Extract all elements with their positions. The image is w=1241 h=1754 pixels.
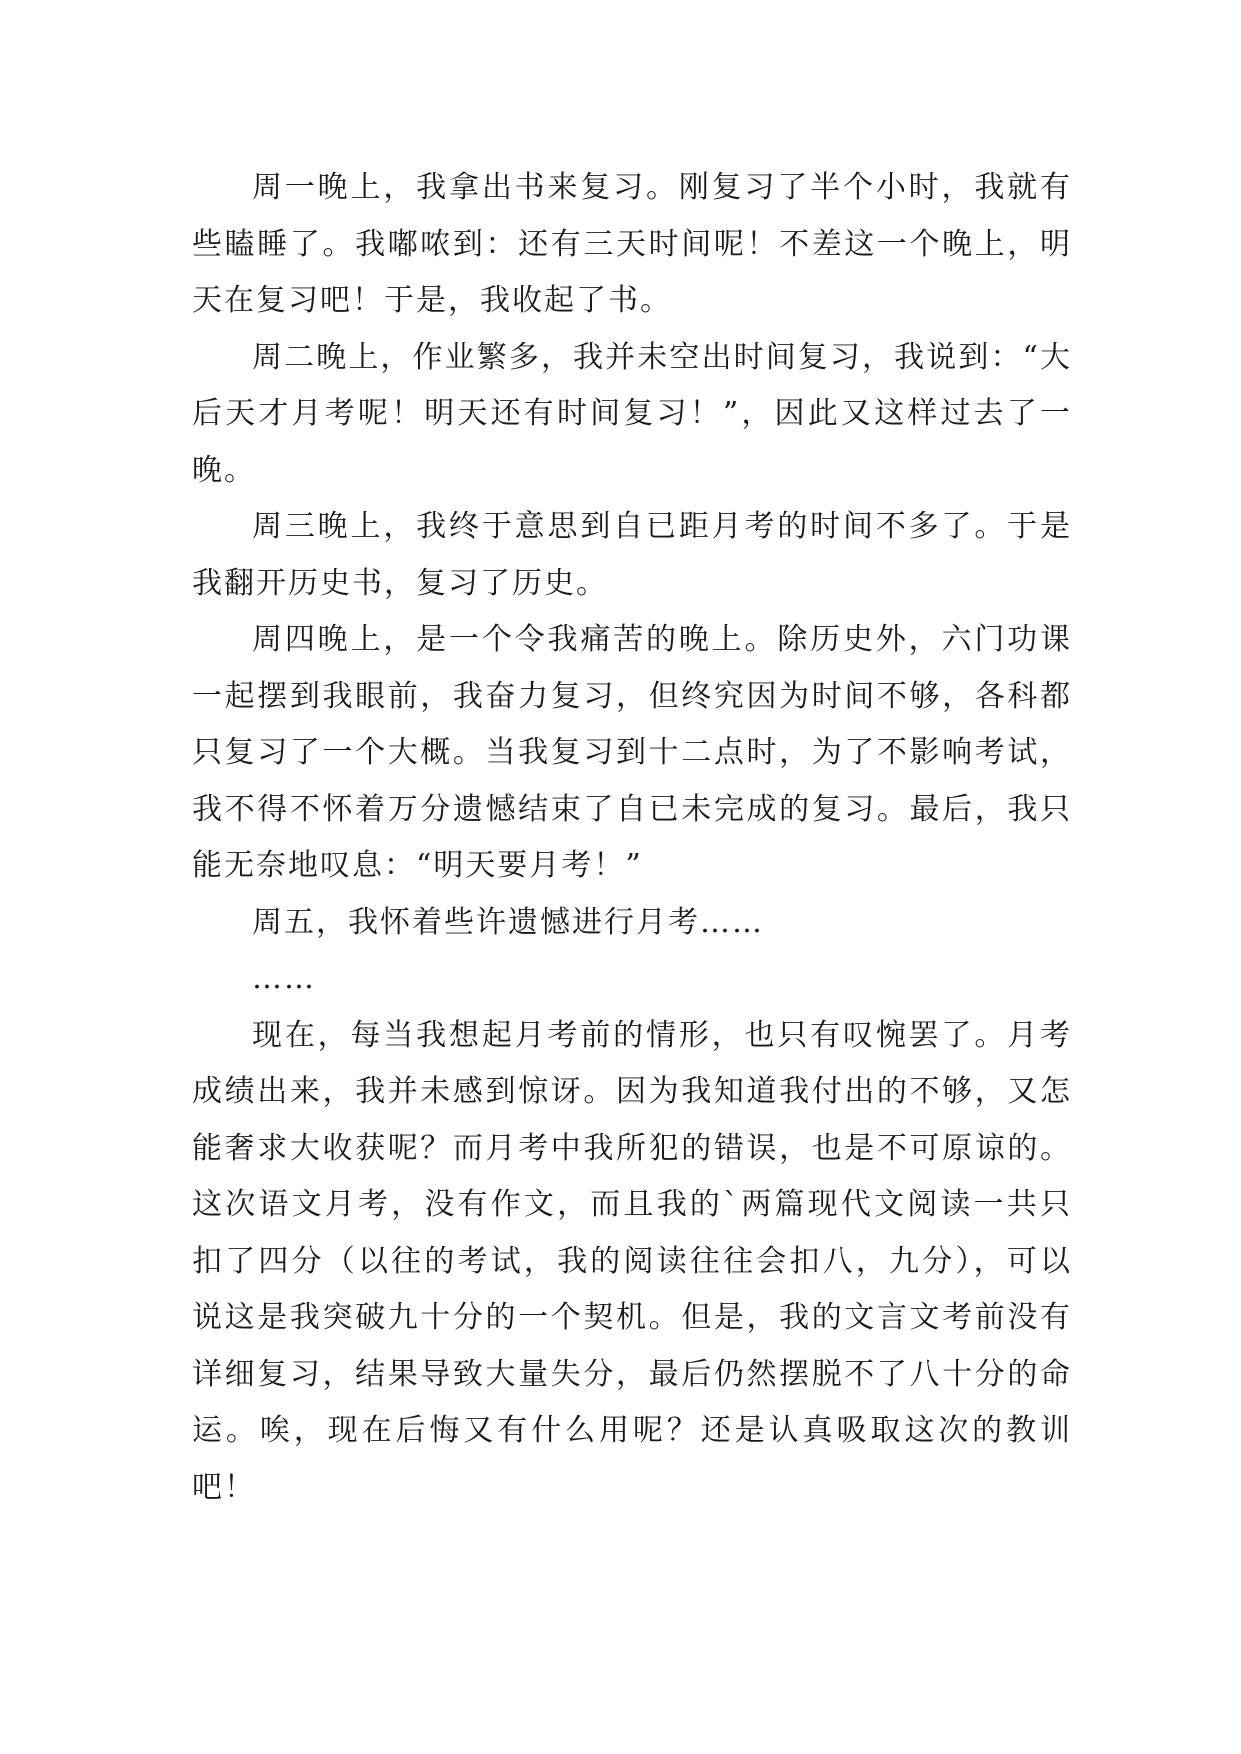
paragraph-ellipsis: …… — [252, 961, 316, 996]
paragraph-monday: 周一晚上，我拿出书来复习。刚复习了半个小时，我就有些瞌睡了。我嘟哝到：还有三天时间呢！不差这一个晚上，明天在复习吧！于是，我收起了书。 — [192, 170, 1072, 318]
document-body — [192, 160, 1072, 1516]
paragraph-tuesday: 周二晚上，作业繁多，我并未空出时间复习，我说到：“大后天才月考呢！明天还有时间复习！”，因此又这样过去了一晚。 — [192, 339, 1072, 488]
paragraph-friday: 周五，我怀着些许遗憾进行月考…… — [252, 904, 764, 940]
paragraph-wednesday: 周三晚上，我终于意思到自已距月考的时间不多了。于是我翻开历史书，复习了历史。 — [192, 509, 1072, 601]
paragraph-reflection: 现在，每当我想起月考前的情形，也只有叹惋罢了。月考成绩出来，我并未感到惊讶。因为我知道我付出的不够，又怎能奢求大收获呢？而月考中我所犯的错误，也是不可原谅的。这次语文月考，没有作文，而且我的`两篇现代文阅读一共只扣了四分（以往的考试，我的阅读往往会扣八，九分），可以说这是我突破九十分的一个契机。但是，我的文言文考前没有详细复习，结果导致大量失分，最后仍然摆脱不了八十分的命运。唉，现在后悔又有什么用呢？还是认真吸取这次的教训吧！ — [192, 1017, 1072, 1505]
paragraph-thursday: 周四晚上，是一个令我痛苦的晚上。除历史外，六门功课一起摆到我眼前，我奋力复习，但终究因为时间不够，各科都只复习了一个大概。当我复习到十二点时，为了不影响考试，我不得不怀着万分遗憾结束了自已未完成的复习。最后，我只能无奈地叹息：“明天要月考！” — [192, 622, 1072, 883]
